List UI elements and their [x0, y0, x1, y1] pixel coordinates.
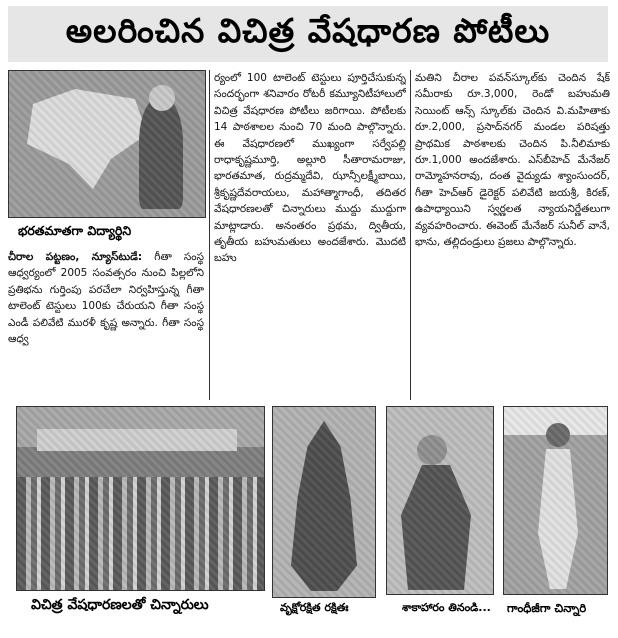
photo-gandhi-costume — [503, 406, 608, 595]
headline-banner — [8, 6, 608, 62]
article-column-3 — [415, 70, 610, 400]
article-column-1 — [8, 249, 204, 401]
dateline: చీరాల పట్టణం, న్యూస్‌టుడే: — [8, 251, 143, 263]
photo-caption-tree: వృక్షోరక్షిత రక్షితః — [280, 601, 349, 614]
photo-caption-group: విచిత్ర వేషధారణలతో చిన్నారులు — [31, 597, 209, 613]
article-text-col3: మతిని చీరాల పవన్‌స్కూల్‌కు చెందిన షేక్ సమీరాకు రూ.3,000, రెండో బహుమతి సెయింట్ ఆన్స్ స్కూల్‌కు చెందిన వి.మహితాకు రూ.2,000, ప్రసాద్‌నగర్ మండల పరిషత్తు ప్రాథమిక పాఠశాలకు చెందిన పి.నీలిమాకు రూ.1,000 అందజేశారు. ఎస్‌బీహెచ్ మేనేజర్ రామ్మోహనరావు, దంత వైద్యుడు శ్యాంసుందర్, గీతా హెచ్ఆర్ డైరెక్టర్ పలివేటి జయశ్రీ, కిరణ్, ఉపాధ్యాయిని స్వర్ణలత న్యాయనిర్ణేతలుగా వ్యవహరించారు. ఈవెంట్ మేనేజర్ సునీల్ వానే, భాను, తల్లిదండ్రులు ప్రజలు పాల్గొన్నారు. — [415, 72, 610, 249]
article-column-2 — [214, 70, 406, 400]
photo-caption-bharatamata: భరతమాతగా విద్యార్థిని — [18, 223, 132, 238]
photo-tree-costume — [272, 406, 376, 598]
article-text-col1: గీతా సంస్థ ఆధ్వర్యంలో 2005 సంవత్సరం నుంచి పిల్లలోని ప్రతిభను గుర్తింపు పరచేలా నిర్వహిస్తున్న గీతా టాలెంట్ టెస్టులు 100కు చేరుయని గీతా సంస్థ ఎండీ పలివేటి మురళీ కృష్ణ అన్నారు. గీతా సంస్థ ఆధ్వ — [8, 251, 204, 346]
photo-caption-vegetarian: శాకాహారం తినండి... — [402, 601, 491, 614]
photo-bharatamata — [8, 70, 206, 218]
photo-vegetarian-costume — [386, 406, 494, 595]
photo-group-children — [16, 406, 265, 591]
headline: అలరించిన విచిత్ర వేషధారణ పోటీలు — [65, 10, 551, 50]
article-text-col2: ర్యంలో 100 టాలెంట్ టెస్టులు పూర్తిచేసుకున్న సందర్భంగా శనివారం రోటరీ కమ్యూనిటీహాలులో విచిత్ర వేషధారణ పోటీలు జరిగాయి. పోటీలకు 14 పాఠశాలల నుంచి 70 మంది పాల్గొన్నారు. ఈ వేషధారణలో ముఖ్యంగా సర్వేపల్లి రాధాకృష్ణమూర్తి, అల్లూరి సీతారామరాజు, భారతమాత, రుద్రమ్మదేవి, ఝాన్సీలక్ష్మీబాయి, శ్రీకృష్ణదేవరాయలు, మహాత్మాగాంధీ, తదితర వేషధారణలతో చిన్నారులు ముద్దు ముద్దుగా మాట్లాడారు. అనంతరం ప్రథమ, ద్వితీయ, తృతీయ బహుమతులు అందజేశారు. మొదటి బహు — [214, 72, 406, 265]
photo-caption-gandhi: గాంధీజీగా చిన్నారి — [507, 601, 587, 615]
